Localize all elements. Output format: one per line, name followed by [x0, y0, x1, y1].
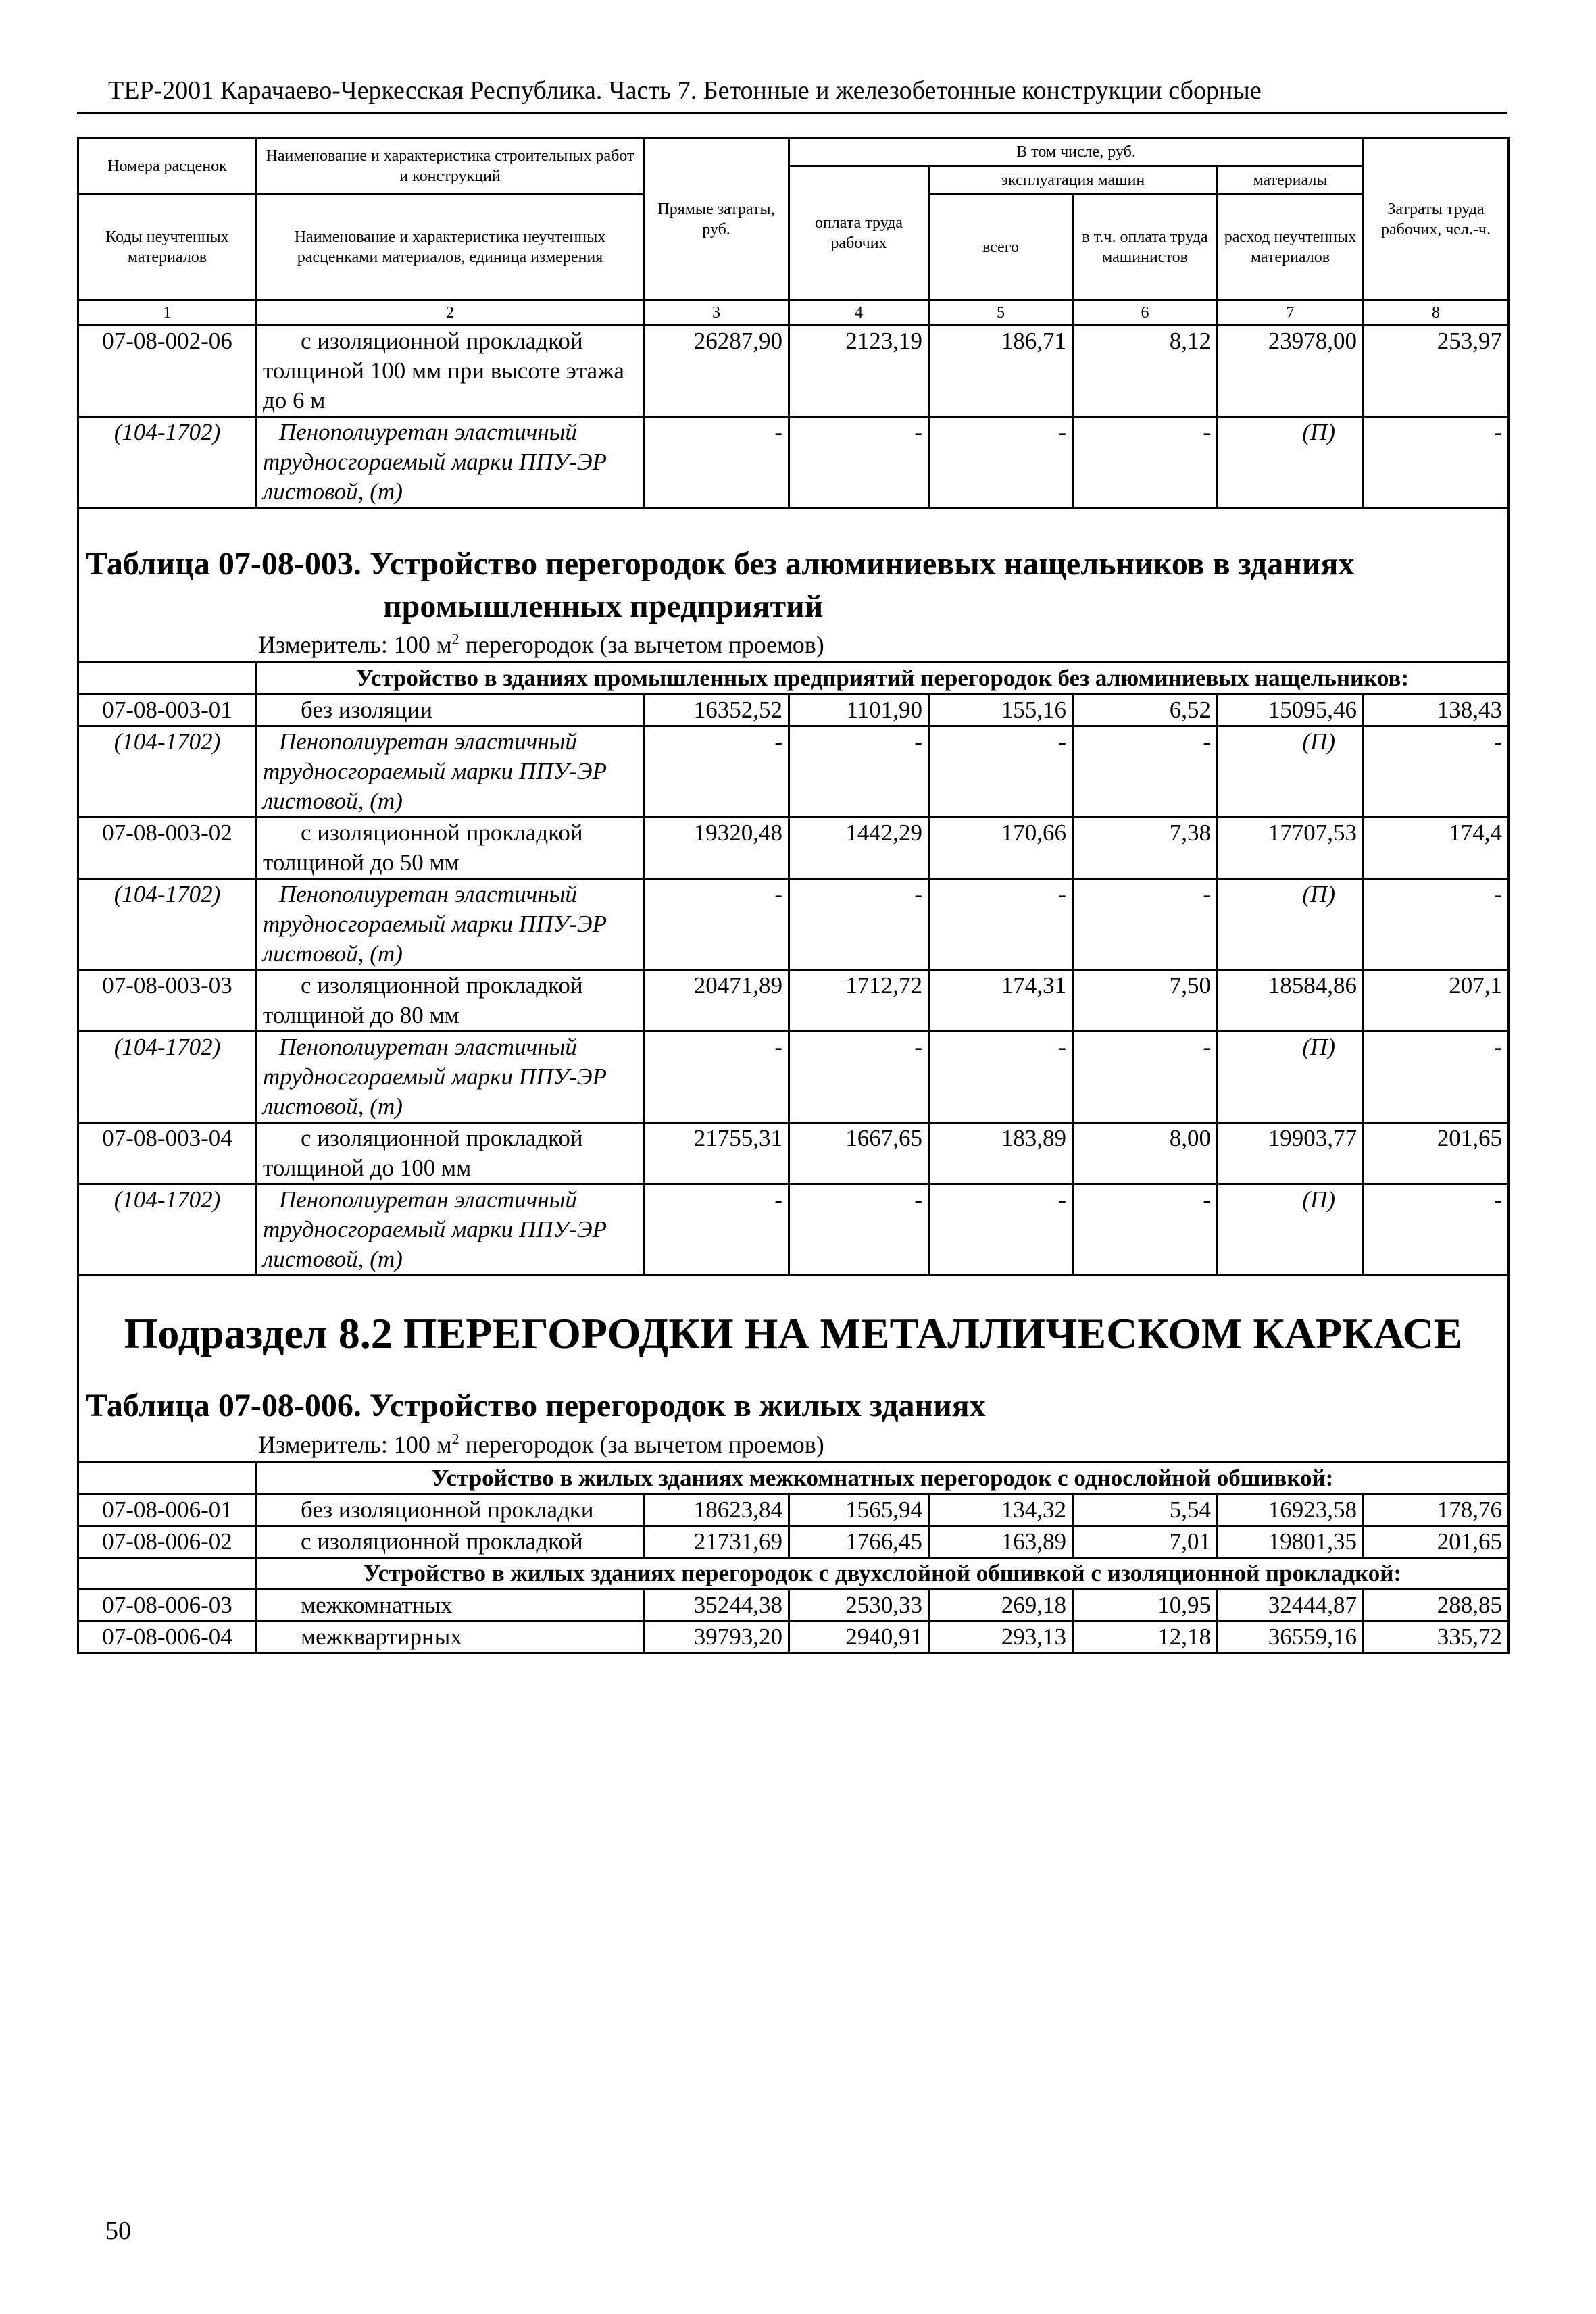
rate-value: 138,43: [1364, 695, 1509, 726]
meter-superscript: 2: [451, 1430, 459, 1447]
rate-value: 155,16: [929, 695, 1073, 726]
meter-unit: [79, 1428, 1507, 1461]
rate-value: 21755,31: [644, 1123, 789, 1184]
header-labor-pay: оплата труда рабочих: [789, 166, 929, 301]
rate-value: 2940,91: [789, 1621, 929, 1653]
table-title: Таблица 07-08-003. Устройство перегородок без алюминиевых нащельников в зданиях: [86, 546, 1355, 582]
material-value: -: [644, 879, 789, 970]
rate-value: 7,38: [1073, 818, 1218, 879]
header-machines-total: всего: [929, 195, 1073, 301]
header-labor-cost: Затраты труда рабочих, чел.-ч.: [1364, 139, 1509, 301]
rates-table: [77, 137, 1510, 1654]
rate-value: 19320,48: [644, 818, 789, 879]
rate-code: 07-08-003-02: [78, 818, 257, 879]
rate-value: 134,32: [929, 1494, 1073, 1526]
material-value: -: [789, 1184, 929, 1276]
rate-name: межкомнатных: [257, 1590, 644, 1621]
rate-value: 17707,53: [1218, 818, 1364, 879]
rate-value: 335,72: [1364, 1621, 1509, 1653]
material-value: (П): [1218, 726, 1364, 818]
material-value: -: [789, 1032, 929, 1123]
rate-value: 18623,84: [644, 1494, 789, 1526]
group-header: Устройство в жилых зданиях перегородок с двухслойной обшивкой с изоляционной прокладкой:: [257, 1558, 1509, 1590]
material-value: -: [789, 726, 929, 818]
header-materials: материалы: [1218, 166, 1364, 195]
rate-value: 170,66: [929, 818, 1073, 879]
table-title-row: [78, 1276, 1509, 1463]
rate-value: 12,18: [1073, 1621, 1218, 1653]
rate-code: 07-08-003-03: [78, 970, 257, 1032]
rate-name: с изоляционной прокладкой толщиной до 50 мм: [257, 818, 644, 879]
table-row: [78, 326, 1509, 417]
rate-value: 269,18: [929, 1590, 1073, 1621]
rate-name: без изоляционной прокладки: [257, 1494, 644, 1526]
rate-name: с изоляционной прокладкой: [257, 1526, 644, 1558]
rate-value: 39793,20: [644, 1621, 789, 1653]
table-row: [78, 1590, 1509, 1621]
page-number: 50: [105, 2217, 131, 2245]
group-blank-cell: [78, 663, 257, 695]
material-value: -: [1073, 417, 1218, 508]
column-number: 7: [1218, 301, 1364, 326]
table-title-row: [78, 508, 1509, 663]
rate-value: 6,52: [1073, 695, 1218, 726]
rate-value: 1101,90: [789, 695, 929, 726]
rate-code: 07-08-003-01: [78, 695, 257, 726]
rate-value: 16923,58: [1218, 1494, 1364, 1526]
rate-value: 7,50: [1073, 970, 1218, 1032]
rate-value: 207,1: [1364, 970, 1509, 1032]
rate-value: 183,89: [929, 1123, 1073, 1184]
rate-code: 07-08-006-03: [78, 1590, 257, 1621]
table-title: Таблица 07-08-006. Устройство перегородок в жилых зданиях: [86, 1388, 986, 1424]
column-numbers-row: [78, 301, 1509, 326]
column-number: 8: [1364, 301, 1509, 326]
table-row: [78, 1494, 1509, 1526]
rate-value: 10,95: [1073, 1590, 1218, 1621]
material-code: (104-1702): [78, 726, 257, 818]
meter-prefix: Измеритель: 100 м: [258, 631, 452, 658]
rate-value: 288,85: [1364, 1590, 1509, 1621]
table-row: [78, 695, 1509, 726]
rate-name: без изоляции: [257, 695, 644, 726]
material-value: -: [644, 1032, 789, 1123]
material-name: Пенополиуретан эластичный трудносгораемый марки ППУ-ЭР листовой, (т): [257, 417, 644, 508]
material-value: -: [1364, 879, 1509, 970]
page-header-title: ТЕР-2001 Карачаево-Черкесская Республика. Часть 7. Бетонные и железобетонные конструкции сборные: [108, 76, 1262, 105]
rate-code: 07-08-006-02: [78, 1526, 257, 1558]
material-value: -: [1073, 726, 1218, 818]
table-title-continued: промышленных предприятий: [383, 588, 824, 624]
meter-suffix: перегородок (за вычетом проемов): [459, 1431, 824, 1458]
rate-value: 174,4: [1364, 818, 1509, 879]
table-row: [78, 970, 1509, 1032]
rate-code: 07-08-003-04: [78, 1123, 257, 1184]
rate-value: 15095,46: [1218, 695, 1364, 726]
material-code: (104-1702): [78, 879, 257, 970]
column-number: 5: [929, 301, 1073, 326]
rate-value: 19903,77: [1218, 1123, 1364, 1184]
table-header: [78, 139, 1509, 326]
header-work-name: Наименование и характеристика строительных работ и конструкций: [257, 139, 644, 195]
rate-value: 35244,38: [644, 1590, 789, 1621]
rate-value: 16352,52: [644, 695, 789, 726]
table-title-cell: [78, 1276, 1509, 1463]
material-value: -: [929, 726, 1073, 818]
meter-prefix: Измеритель: 100 м: [258, 1431, 452, 1458]
table-title-cell: [78, 508, 1509, 663]
rate-value: 8,00: [1073, 1123, 1218, 1184]
column-number: 2: [257, 301, 644, 326]
table-row: [78, 1123, 1509, 1184]
header-including: В том числе, руб.: [789, 139, 1364, 166]
material-value: -: [929, 417, 1073, 508]
rate-value: 1442,29: [789, 818, 929, 879]
material-value: -: [789, 417, 929, 508]
material-value: (П): [1218, 417, 1364, 508]
rate-code: 07-08-006-04: [78, 1621, 257, 1653]
rate-value: 174,31: [929, 970, 1073, 1032]
rate-name: с изоляционной прокладкой толщиной 100 мм при высоте этажа до 6 м: [257, 326, 644, 417]
column-number: 1: [78, 301, 257, 326]
rate-value: 2530,33: [789, 1590, 929, 1621]
header-rate-numbers: Номера расценок: [78, 139, 257, 195]
meter-suffix: перегородок (за вычетом проемов): [459, 631, 824, 658]
material-value: -: [929, 1032, 1073, 1123]
rate-value: 1565,94: [789, 1494, 929, 1526]
material-value: -: [644, 1184, 789, 1276]
material-row: [78, 417, 1509, 508]
group-header-row: [78, 1463, 1509, 1494]
rate-name: с изоляционной прокладкой толщиной до 100 мм: [257, 1123, 644, 1184]
group-header-row: [78, 1558, 1509, 1590]
material-value: -: [1073, 1184, 1218, 1276]
material-row: [78, 1184, 1509, 1276]
material-row: [78, 879, 1509, 970]
material-value: -: [644, 417, 789, 508]
rate-value: 20471,89: [644, 970, 789, 1032]
material-value: (П): [1218, 1032, 1364, 1123]
material-row: [78, 726, 1509, 818]
material-value: -: [1364, 1032, 1509, 1123]
table-row: [78, 1621, 1509, 1653]
material-name: Пенополиуретан эластичный трудносгораемый марки ППУ-ЭР листовой, (т): [257, 726, 644, 818]
meter-unit: [79, 628, 1507, 661]
group-blank-cell: [78, 1558, 257, 1590]
rate-value: 7,01: [1073, 1526, 1218, 1558]
rate-name: межквартирных: [257, 1621, 644, 1653]
rate-value: 2123,19: [789, 326, 929, 417]
material-value: (П): [1218, 1184, 1364, 1276]
table-body: [78, 326, 1509, 1653]
table-row: [78, 1526, 1509, 1558]
rate-value: 1667,65: [789, 1123, 929, 1184]
header-machines: эксплуатация машин: [929, 166, 1218, 195]
header-materials-unaccounted: расход неучтенных материалов: [1218, 195, 1364, 301]
material-value: -: [929, 879, 1073, 970]
material-value: -: [1364, 417, 1509, 508]
column-number: 4: [789, 301, 929, 326]
rate-name: с изоляционной прокладкой толщиной до 80 мм: [257, 970, 644, 1032]
material-value: -: [789, 879, 929, 970]
rate-value: 163,89: [929, 1526, 1073, 1558]
header-material-names: Наименование и характеристика неучтенных расценками материалов, единица измерения: [257, 195, 644, 301]
rate-value: 21731,69: [644, 1526, 789, 1558]
material-value: -: [644, 726, 789, 818]
subsection-title: Подраздел 8.2 ПЕРЕГОРОДКИ НА МЕТАЛЛИЧЕСКОМ КАРКАСЕ: [124, 1309, 1463, 1357]
rate-value: 19801,35: [1218, 1526, 1364, 1558]
material-name: Пенополиуретан эластичный трудносгораемый марки ППУ-ЭР листовой, (т): [257, 879, 644, 970]
group-header: Устройство в зданиях промышленных предприятий перегородок без алюминиевых нащельников:: [257, 663, 1509, 695]
rate-value: 186,71: [929, 326, 1073, 417]
material-value: -: [1364, 726, 1509, 818]
rate-code: 07-08-006-01: [78, 1494, 257, 1526]
material-code: (104-1702): [78, 1184, 257, 1276]
rate-value: 253,97: [1364, 326, 1509, 417]
material-value: (П): [1218, 879, 1364, 970]
rate-value: 178,76: [1364, 1494, 1509, 1526]
material-value: -: [1364, 1184, 1509, 1276]
material-row: [78, 1032, 1509, 1123]
column-number: 3: [644, 301, 789, 326]
material-value: -: [929, 1184, 1073, 1276]
material-value: -: [1073, 879, 1218, 970]
material-code: (104-1702): [78, 417, 257, 508]
group-header-row: [78, 663, 1509, 695]
rate-value: 23978,00: [1218, 326, 1364, 417]
header-rule: [77, 112, 1507, 114]
material-name: Пенополиуретан эластичный трудносгораемый марки ППУ-ЭР листовой, (т): [257, 1032, 644, 1123]
rate-value: 32444,87: [1218, 1590, 1364, 1621]
rate-value: 36559,16: [1218, 1621, 1364, 1653]
header-machinist-pay: в т.ч. оплата труда машинистов: [1073, 195, 1218, 301]
header-direct-costs: Прямые затраты, руб.: [644, 139, 789, 301]
rate-value: 1712,72: [789, 970, 929, 1032]
column-number: 6: [1073, 301, 1218, 326]
material-value: -: [1073, 1032, 1218, 1123]
rate-value: 201,65: [1364, 1123, 1509, 1184]
material-name: Пенополиуретан эластичный трудносгораемый марки ППУ-ЭР листовой, (т): [257, 1184, 644, 1276]
rate-value: 1766,45: [789, 1526, 929, 1558]
rate-code: 07-08-002-06: [78, 326, 257, 417]
rate-value: 26287,90: [644, 326, 789, 417]
rate-value: 18584,86: [1218, 970, 1364, 1032]
rate-value: 293,13: [929, 1621, 1073, 1653]
group-header: Устройство в жилых зданиях межкомнатных перегородок с однослойной обшивкой:: [257, 1463, 1509, 1494]
rate-value: 5,54: [1073, 1494, 1218, 1526]
rate-value: 201,65: [1364, 1526, 1509, 1558]
group-blank-cell: [78, 1463, 257, 1494]
header-material-codes: Коды неучтенных материалов: [78, 195, 257, 301]
rate-value: 8,12: [1073, 326, 1218, 417]
table-row: [78, 818, 1509, 879]
material-code: (104-1702): [78, 1032, 257, 1123]
meter-superscript: 2: [451, 630, 459, 647]
